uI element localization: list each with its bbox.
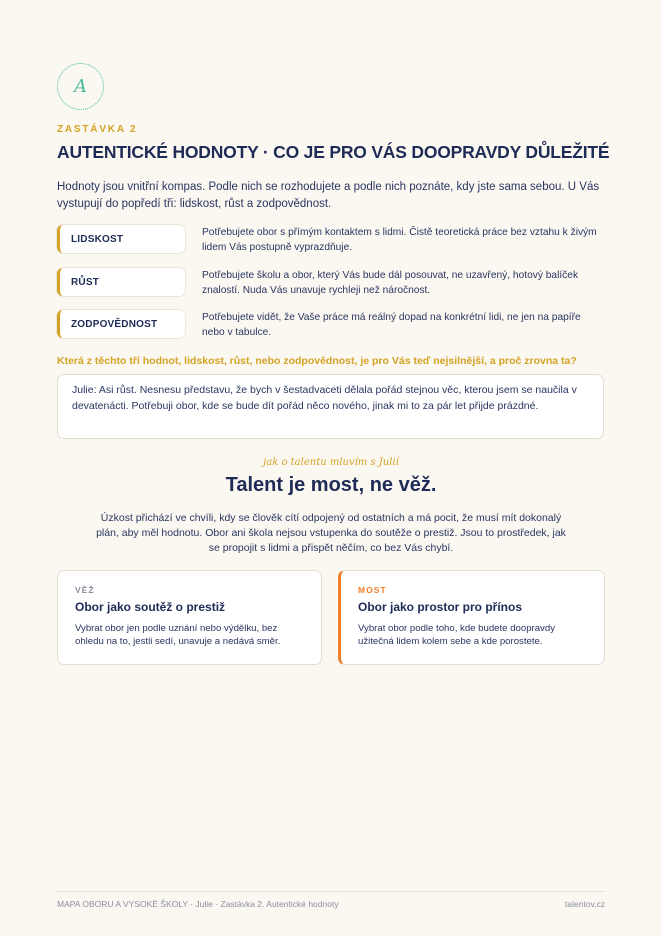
value-description: Potřebujete školu a obor, který Vás bude dál posouvat, ne uzavřený, hotový balíček znalostí. Nuda Vás unavuje rychleji než náročnost. — [202, 270, 579, 296]
page-title: AUTENTICKÉ HODNOTY · CO JE PRO VÁS DOOPRAVDY DŮLEŽITÉ — [57, 142, 610, 162]
value-label: ZODPOVĚDNOST — [57, 310, 185, 338]
card-title: Obor jako soutěž o prestiž — [75, 600, 226, 614]
stop-kicker: ZASTÁVKA 2 — [57, 124, 138, 135]
value-row-lidskost — [57, 225, 605, 257]
value-row-rust — [57, 268, 605, 300]
footer-divider — [57, 891, 605, 892]
card-text: Vybrat obor podle toho, kde budete doopravdy užitečná lidem kolem sebe a kde porostete. — [358, 623, 555, 647]
footer-site-link[interactable]: talentov.cz — [564, 899, 605, 909]
value-row-zodpovednost — [57, 310, 605, 342]
card-text: Vybrat obor jen podle uznání nebo výdělku, bez ohledu na to, jestli sedí, unavuje a nedává směr. — [75, 623, 281, 647]
section-title: Talent je most, ne věž. — [225, 474, 437, 496]
card-tower — [57, 570, 322, 665]
card-tag: MOST — [358, 585, 387, 595]
section-body: Úzkost přichází ve chvíli, kdy se člověk cítí odpojený od ostatních a má pocit, že musí mít dokonalý plán, aby měl hodnotu. Obor ani škola nejsou vstupenka do soutěže o prestiž. Jsou to prostředek, jak se propojit s lidmi a přispět něčím, co bez Vás chybí. — [96, 512, 566, 554]
card-tag: VĚŽ — [75, 585, 95, 595]
intro-paragraph: Hodnoty jsou vnitřní kompas. Podle nich se rozhodujete a podle nich poznáte, kdy jste sama sebou. U Vás vystupují do popředí tři: lidskost, růst a zodpovědnost. — [57, 181, 600, 210]
section-script-subtitle: jak o talentu mluvím s Julií — [263, 457, 399, 468]
value-label: LIDSKOST — [57, 225, 185, 253]
value-label: RŮST — [57, 268, 185, 296]
card-title: Obor jako prostor pro přínos — [358, 600, 523, 614]
value-description: Potřebujete vidět, že Vaše práce má reálný dopad na konkrétní lidi, ne jen na papíře nebo v tabulce. — [202, 312, 581, 338]
brand-logo: A — [57, 63, 104, 110]
reflection-question: Která z těchto tří hodnot, lidskost, růst, nebo zodpovědnost, je pro Vás teď nejsilnější, a proč zrovna ta? — [57, 355, 577, 367]
answer-box: Julie: Asi růst. Nesnesu představu, že bych v šestadvaceti dělala pořád stejnou věc, kterou jsem se naučila v devatenácti. Potřebuji obor, kde se bude dít pořád něco nového, jinak mi to za pár let přijde prázdné. — [57, 374, 604, 439]
card-bridge — [338, 570, 605, 665]
value-description: Potřebujete obor s přímým kontaktem s lidmi. Čistě teoretická práce bez vztahu k živým lidem Vás postupně vyprazdňuje. — [202, 227, 597, 253]
footer-document-info: MAPA OBORU A VYSOKÉ ŠKOLY · Julie · Zastávka 2. Autentické hodnoty — [57, 899, 339, 909]
